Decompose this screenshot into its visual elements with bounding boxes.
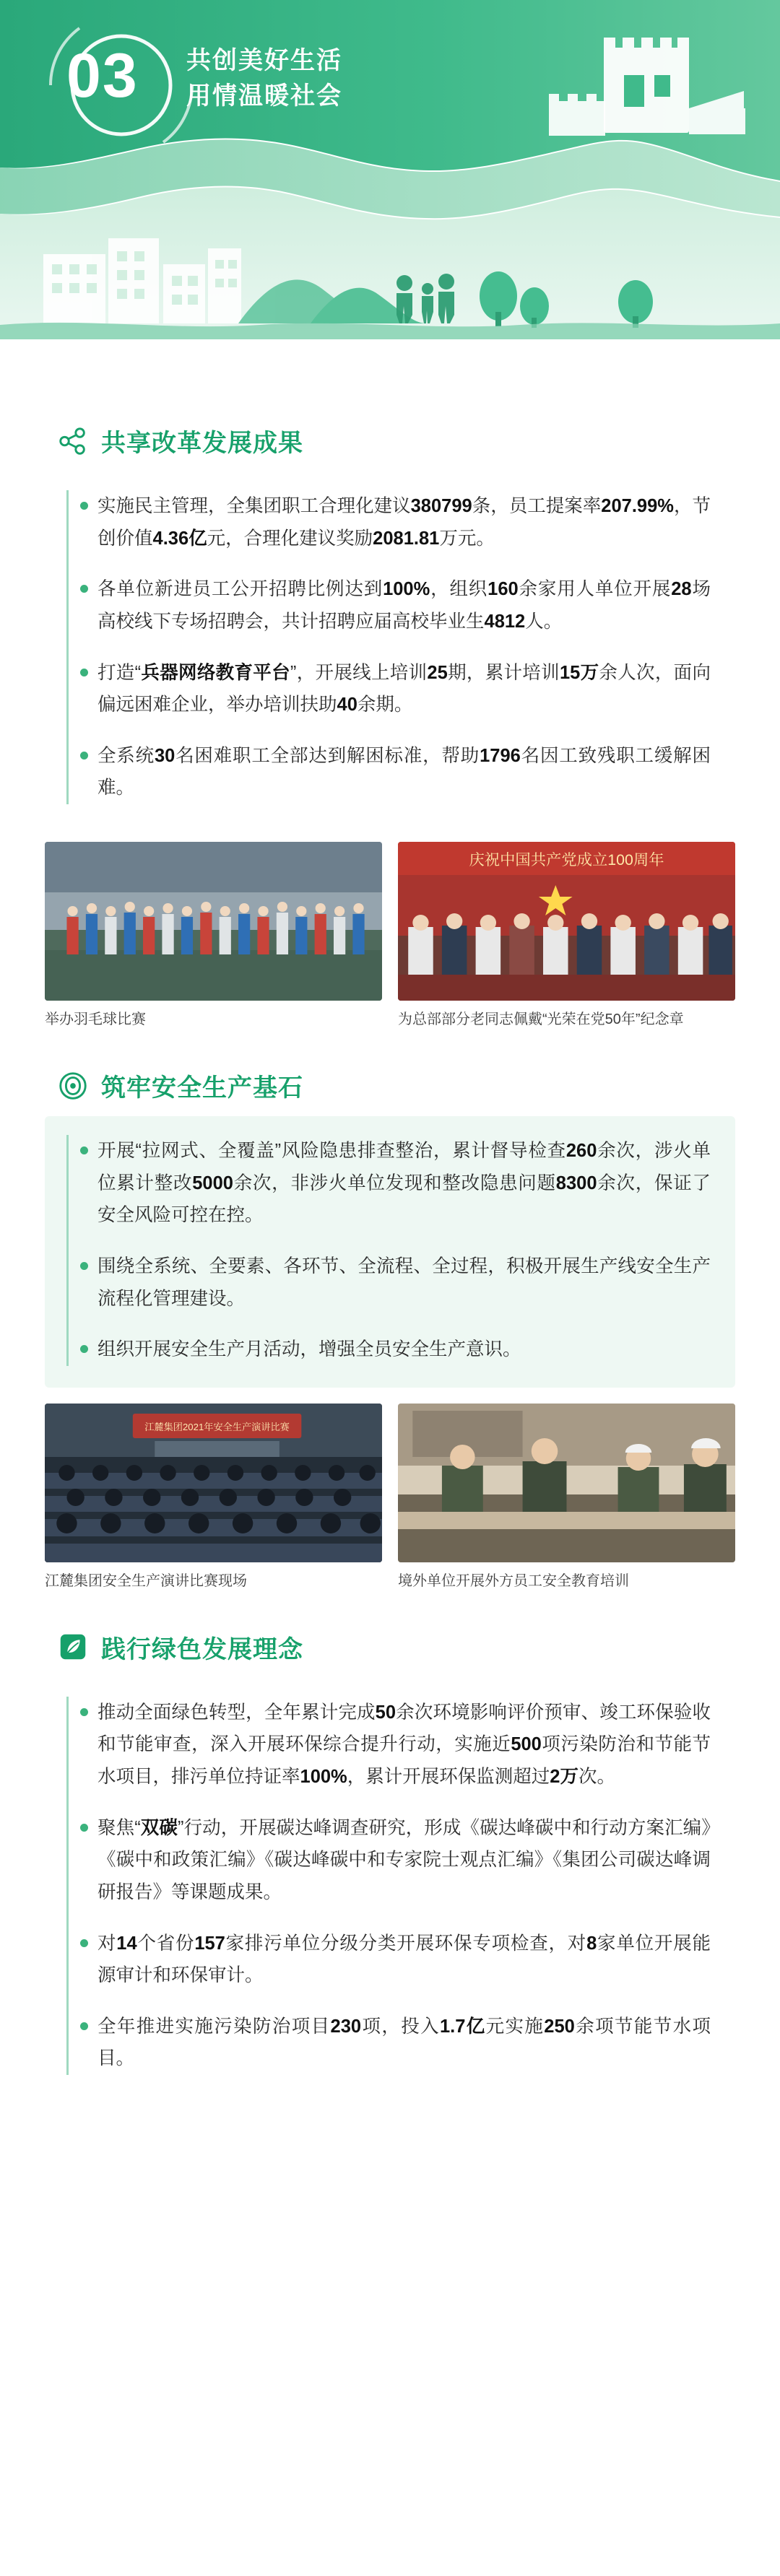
svg-text:庆祝中国共产党成立100周年: 庆祝中国共产党成立100周年 <box>469 852 664 869</box>
spacer <box>0 1036 780 1049</box>
hero-number: 03 <box>66 41 139 110</box>
share-nodes-icon <box>56 425 90 458</box>
photo-row <box>45 842 735 1030</box>
section-body <box>45 1116 735 1388</box>
safety-speech-contest-photo <box>45 1404 382 1562</box>
bullet-list <box>66 1697 711 2075</box>
photo-column <box>45 842 382 1030</box>
section-body <box>45 471 735 826</box>
hero-number-badge <box>52 38 189 139</box>
section-safety-production <box>0 1068 780 1592</box>
hero-banner <box>0 0 780 404</box>
photo-caption: 为总部部分老同志佩戴“光荣在党50年”纪念章 <box>398 1011 684 1027</box>
photo-caption: 举办羽毛球比赛 <box>45 1011 146 1027</box>
great-wall-icon <box>604 38 689 133</box>
hero-title-line-1: 共创美好生活 <box>186 47 342 74</box>
section-body <box>45 1678 735 2097</box>
list-item: 全年推进实施污染防治项目230项，投入1.7亿元实施250余项节能节水项目。 <box>69 2011 711 2075</box>
bullet-list <box>66 490 711 804</box>
photo-column <box>45 1404 382 1592</box>
photo-column <box>398 1404 735 1592</box>
badminton-match-photo <box>45 842 382 1001</box>
list-item: 实施民主管理，全集团职工合理化建议380799条，员工提案率207.99%，节创价值4.36亿元，合理化建议奖励2081.81万元。 <box>69 490 711 554</box>
list-item: 对14个省份157家排污单位分级分类开展环保专项检查，对8家单位开展能源审计和环保审计。 <box>69 1928 711 1992</box>
section-title: 筑牢安全生产基石 <box>101 1074 303 1102</box>
photo-row <box>45 1404 735 1592</box>
section-green-development <box>0 1629 780 2097</box>
overseas-safety-training-photo <box>398 1404 735 1562</box>
list-item: 全系统30名困难职工全部达到解困标准，帮助1796名因工致残职工缓解困难。 <box>69 740 711 804</box>
hero-title-line-2: 用情温暖社会 <box>186 82 342 110</box>
list-item: 组织开展安全生产月活动，增强全员安全生产意识。 <box>69 1333 711 1366</box>
photo-caption: 境外单位开展外方员工安全教育培训 <box>398 1572 629 1589</box>
list-item: 打造“兵器网络教育平台”，开展线上培训25期，累计培训15万余人次，面向偏远困难企业，举办培训扶助40余期。 <box>69 657 711 721</box>
photo-caption: 江麓集团安全生产演讲比赛现场 <box>45 1572 247 1589</box>
list-item: 聚焦“双碳”行动，开展碳达峰调查研究，形成《碳达峰碳中和行动方案汇编》《碳中和政策汇编》《碳达峰碳中和专家院士观点汇编》《集团公司碳达峰调研报告》等课题成果。 <box>69 1812 711 1909</box>
section-header <box>0 423 780 458</box>
section-header <box>0 1629 780 1665</box>
spacer <box>0 1598 780 1611</box>
section-title: 共享改革发展成果 <box>101 430 303 457</box>
green-leaf-box-icon <box>56 1630 90 1663</box>
section-title: 践行绿色发展理念 <box>101 1635 303 1663</box>
svg-text:江麓集团2021年安全生产演讲比赛: 江麓集团2021年安全生产演讲比赛 <box>144 1421 290 1432</box>
party-anniversary-photo <box>398 842 735 1001</box>
section-share-reform-results <box>0 423 780 1030</box>
list-item: 围绕全系统、全要素、各环节、全流程、全过程，积极开展生产线安全生产流程化管理建设。 <box>69 1250 711 1315</box>
hero-title <box>186 43 342 115</box>
bullet-list <box>66 1135 711 1366</box>
safety-shield-icon <box>56 1069 90 1102</box>
list-item: 各单位新进员工公开招聘比例达到100%，组织160余家用人单位开展28场高校线下专场招聘会，共计招聘应届高校毕业生4812人。 <box>69 573 711 638</box>
list-item: 推动全面绿色转型，全年累计完成50余次环境影响评价预审、竣工环保验收和节能审查，深入开展环保综合提升行动，实施近500项污染防治和节能节水项目，排污单位持证率100%，累计开展环保监测超过2万次。 <box>69 1697 711 1793</box>
section-header <box>0 1068 780 1103</box>
list-item: 开展“拉网式、全覆盖”风险隐患排查整治，累计督导检查260余次，涉火单位累计整改5000余次，非涉火单位发现和整改隐患问题8300余次，保证了安全风险可控在控。 <box>69 1135 711 1232</box>
photo-column <box>398 842 735 1030</box>
